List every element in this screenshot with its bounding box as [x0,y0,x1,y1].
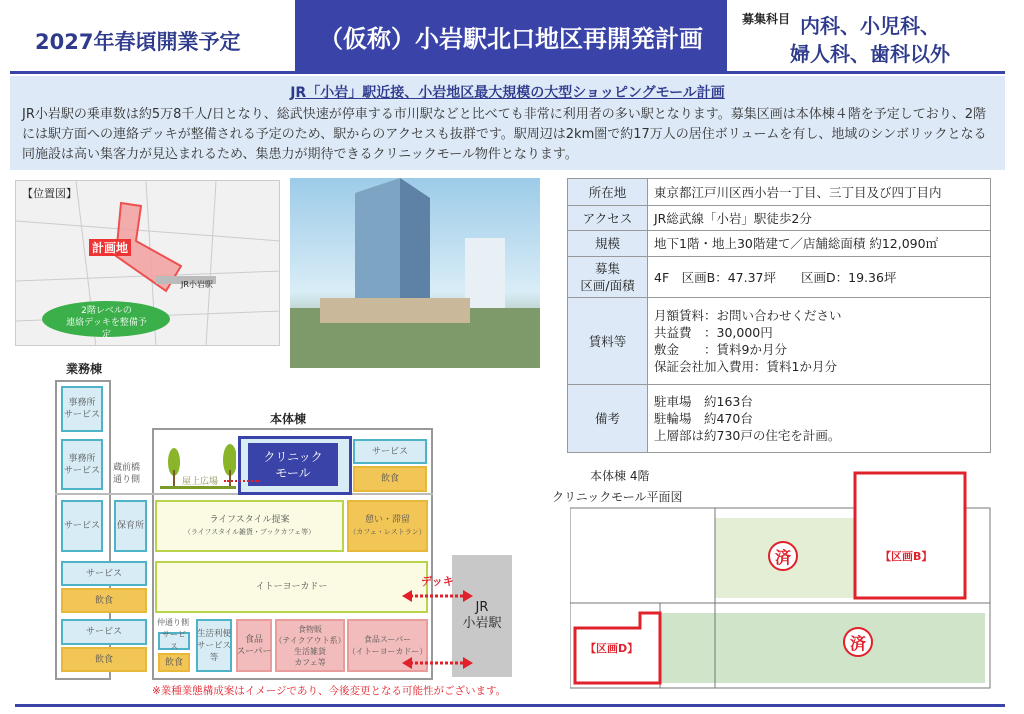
recruit-label: 募集科目 [742,12,791,26]
service-block: サービス [158,632,190,650]
info-value [648,231,991,257]
recruit-departments [790,12,950,68]
info-value-line: 保証会社加入費用：賃料1か月分 [654,359,837,374]
info-row [568,179,991,206]
map-site-label: 計画地 [89,239,131,256]
info-label: 規模 [568,231,648,257]
info-value-line: JR総武線「小岩」駅徒歩2分 [654,210,812,226]
info-value [648,257,991,298]
intro-heading: JR「小岩」駅近接、小岩地区最大規模の大型ショッピングモール計画 [290,85,725,101]
info-row [568,257,991,298]
service-block: サービス [61,561,147,586]
takeout-block: 食物販 （テイクアウト系） 生活雑貨 カフェ等 [275,619,345,672]
floor-plan-graphic [570,468,995,690]
intro-body: JR小岩駅の乗車数は約5万8千人/日となり、総武快速が停車する市川駅などと比べても非常に利用者の多い駅となります。募集区画は本体棟４階を予定しており、2階には駅方面への連絡デッキが整備される予定のため、駅からのアクセスも抜群です。駅周辺は2km圏で約17万人の居住ボリュームを有し、地域のシンボリックとなる同施設は高い集客力が見込まれるため、集患力が期待できるクリニックモール物件となります。 [22,107,987,162]
info-row [568,206,991,231]
recruit-line: 婦人科、歯科以外 [790,42,950,66]
convenience-block: 生活利便 サービス 等 [196,619,232,672]
location-map [15,180,280,346]
jr-station-block: JR 小岩駅 [452,555,512,677]
map-deck-note-line: 2階レベルの [81,306,132,316]
info-value-line: 上層部は約730戸の住宅を計画。 [654,428,841,443]
taken-badge: 済 [768,541,798,571]
header-rule [10,71,1005,74]
rest-label: 憩い・滞留 [364,515,410,525]
info-value-line: 敷金 ：賃料9か月分 [654,342,787,357]
recruit-line: 内科、小児科、 [800,14,940,38]
rest-sub: （カフェ・レストラン） [349,528,426,536]
lifestyle-label: ライフスタイル提案 [209,515,290,525]
food-block: 飲食 [61,647,147,672]
service-block: サービス [61,619,147,645]
plan-title: 本体棟 4階 [590,469,650,483]
info-value-line: 駐輪場 約470台 [654,411,753,426]
rooftop-link-arrow [224,480,260,482]
floor-plan [570,468,995,690]
lifestyle-sub: （ライフスタイル雑貨・ブックカフェ等） [183,528,316,536]
info-label: 所在地 [568,179,648,206]
info-row [568,385,991,453]
page-title: （仮称）小岩駅北口地区再開発計画 [295,0,727,72]
map-legend: 【位置図】 [22,187,77,200]
info-label: 備考 [568,385,648,453]
food-block: 飲食 [158,653,190,672]
food-block: 飲食 [353,466,427,492]
service-block: サービス [353,439,427,464]
grocery-ito-block: 食品スーパー （イトーヨーカドー） [347,619,428,672]
map-deck-note-line: 連絡デッキを整備予定 [66,318,147,340]
info-value-line: 駐車場 約163台 [654,394,753,409]
info-value-line: 月額賃料：お問い合わせください [654,308,842,323]
property-info-table [567,178,991,453]
info-label: 賃料等 [568,298,648,385]
map-deck-note [64,305,149,341]
info-value [648,179,991,206]
info-value-line: 共益費 ：30,000円 [654,325,773,340]
office-building-label: 業務棟 [66,362,103,376]
info-label: 募集 区画/面積 [568,257,648,298]
clinic-mall-block: クリニック モール [248,443,338,486]
kuramae-side-label: 蔵前橋 通り側 [113,463,141,485]
building-rendering [290,178,540,368]
info-value [648,298,991,385]
deck-label: デッキ [421,575,454,588]
info-row [568,298,991,385]
info-row [568,231,991,257]
info-value-line: 地下1階・地上30階建て／店舗総面積 約12,090㎡ [654,236,939,251]
lifestyle-block [155,500,344,552]
info-value [648,385,991,453]
rest-block [347,500,428,552]
nakadori-label: 仲通り側 [157,618,189,627]
footnote: ※業種業態構成案はイメージであり、今後変更となる可能性がございます。 [152,685,507,697]
rooftop-plaza-label: 屋上広場 [182,477,219,487]
footer-rule [15,704,1005,707]
info-value [648,206,991,231]
info-value-line: 東京都江戸川区西小岩一丁目、三丁目及び四丁目内 [654,184,942,200]
office-service-1: 事務所 サービス [61,386,103,432]
service-block: サービス [61,500,103,552]
plan-subtitle: クリニックモール平面図 [552,490,683,504]
unit-d-label: 【区画D】 [585,642,639,655]
deck-arrows-icon [400,588,475,672]
office-service-2: 事務所 サービス [61,439,103,490]
grocery-block: 食品 スーパー [236,619,272,672]
map-station-label: JR小岩駅 [181,280,213,289]
taken-badge: 済 [843,627,873,657]
nursery-block: 保育所 [114,500,147,552]
unit-b-label: 【区画B】 [880,550,933,563]
info-value-line: 4F 区画B：47.37坪 区画D：19.36坪 [654,269,897,285]
itoyokado-block: イトーヨーカドー [155,561,428,613]
food-block: 飲食 [61,588,147,613]
info-label: アクセス [568,206,648,231]
intro-box [10,76,1005,170]
main-building-label: 本体棟 [270,412,307,426]
opening-date: 2027年春頃開業予定 [35,30,241,54]
building-rendering-image [290,178,540,368]
